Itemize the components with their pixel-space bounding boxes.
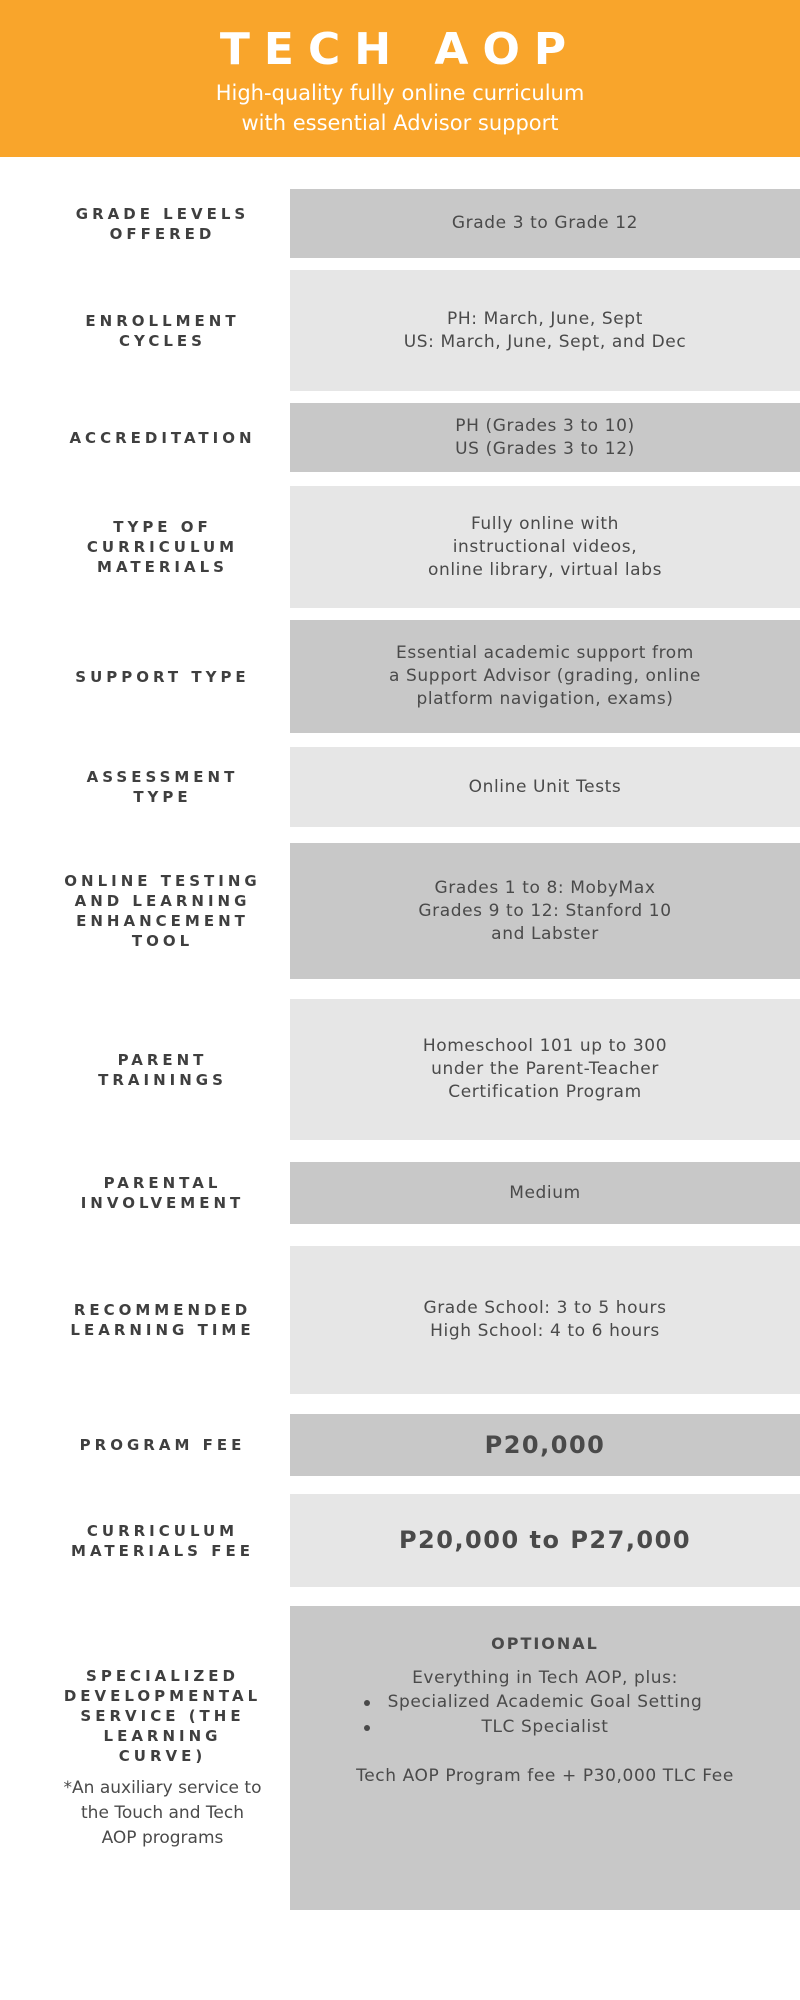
subtitle-line: with essential Advisor support	[241, 111, 559, 135]
auxiliary-note: *An auxiliary service to the Touch and Tech AOP programs	[63, 1777, 262, 1848]
row-label: CURRICULUM MATERIALS FEE	[71, 1521, 254, 1560]
row-curriculum-materials-fee	[0, 1494, 800, 1587]
page-subtitle	[0, 78, 800, 138]
bullet-icon	[364, 1700, 370, 1706]
list-item: TLC Specialist	[290, 1715, 800, 1740]
row-label: SPECIALIZED DEVELOPMENTAL SERVICE (THE LEARNING CURVE) *An auxiliary service to the Touch and Tech AOP programs	[40, 1606, 285, 1910]
row-value: Medium	[290, 1162, 800, 1224]
row-value: Fully online with instructional videos, online library, virtual labs	[290, 486, 800, 608]
row-support-type	[0, 620, 800, 733]
subtitle-line: High-quality fully online curriculum	[215, 81, 585, 105]
row-value: Essential academic support from a Support Advisor (grading, online platform navigation, exams)	[290, 620, 800, 733]
page-header	[0, 0, 800, 157]
row-label: ENROLLMENT CYCLES	[85, 311, 240, 350]
row-label: ONLINE TESTING AND LEARNING ENHANCEMENT TOOL	[64, 872, 261, 950]
row-online-testing-tool	[0, 843, 800, 979]
row-specialized-service	[0, 1606, 800, 1910]
page-title: TECH AOP	[219, 24, 581, 75]
optional-title: OPTIONAL	[491, 1634, 599, 1653]
row-label: TYPE OF CURRICULUM MATERIALS	[86, 518, 239, 576]
row-label: PARENTAL INVOLVEMENT	[80, 1174, 245, 1212]
row-label: GRADE LEVELS OFFERED	[75, 204, 250, 243]
list-item: Specialized Academic Goal Setting	[290, 1690, 800, 1715]
row-label: ACCREDITATION	[69, 428, 256, 447]
bullet-icon	[364, 1725, 370, 1731]
row-label: RECOMMENDED LEARNING TIME	[70, 1301, 255, 1339]
row-assessment-type	[0, 747, 800, 827]
row-value: P20,000 to P27,000	[290, 1494, 800, 1587]
row-program-fee	[0, 1414, 800, 1476]
row-value: P20,000	[290, 1414, 800, 1476]
row-accreditation	[0, 403, 800, 472]
row-value: Online Unit Tests	[290, 747, 800, 827]
row-value	[290, 1606, 800, 1910]
row-value: Grades 1 to 8: MobyMax Grades 9 to 12: Stanford 10 and Labster	[290, 843, 800, 979]
tlc-fee: Tech AOP Program fee + P30,000 TLC Fee	[356, 1766, 734, 1786]
row-value: Grade 3 to Grade 12	[290, 189, 800, 258]
row-curriculum-materials-type	[0, 486, 800, 608]
row-grade-levels	[0, 189, 800, 258]
row-label: PROGRAM FEE	[79, 1436, 246, 1454]
row-value: Grade School: 3 to 5 hours High School: 4 to 6 hours	[290, 1246, 800, 1394]
row-label: PARENT TRAININGS	[98, 1050, 227, 1089]
row-label: SUPPORT TYPE	[75, 667, 250, 686]
row-parent-trainings	[0, 999, 800, 1140]
optional-intro: Everything in Tech AOP, plus:	[412, 1668, 678, 1688]
row-value: Homeschool 101 up to 300 under the Parent-Teacher Certification Program	[290, 999, 800, 1140]
row-parental-involvement	[0, 1162, 800, 1224]
row-label: ASSESSMENT TYPE	[86, 768, 239, 806]
row-value: PH: March, June, Sept US: March, June, Sept, and Dec	[290, 270, 800, 391]
optional-bullets	[290, 1690, 800, 1740]
row-value: PH (Grades 3 to 10) US (Grades 3 to 12)	[290, 403, 800, 472]
row-enrollment-cycles	[0, 270, 800, 391]
row-recommended-learning-time	[0, 1246, 800, 1394]
